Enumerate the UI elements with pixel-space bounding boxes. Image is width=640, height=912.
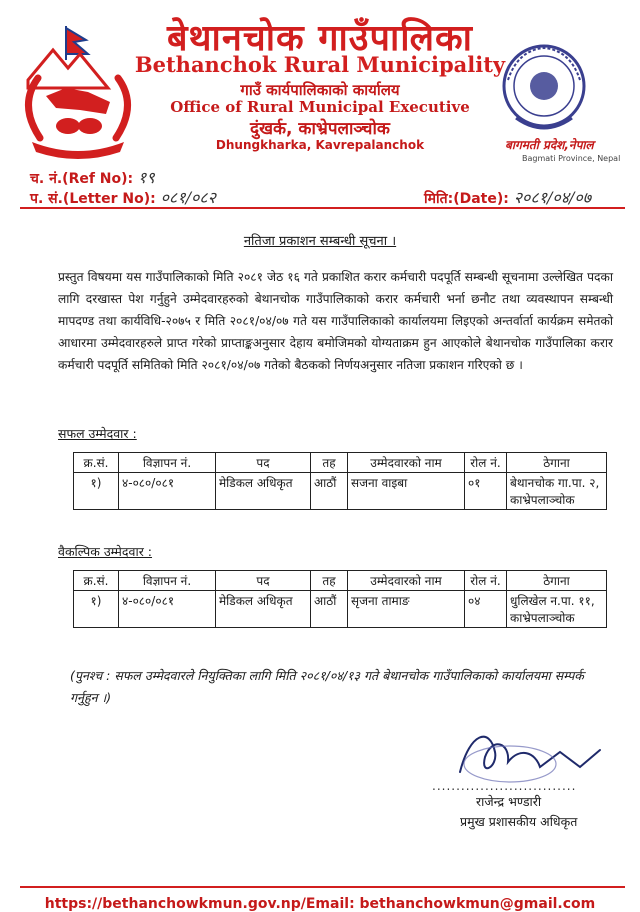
province-nepali: बागमती प्रदेश,नेपाल bbox=[505, 138, 594, 152]
col-post: पद bbox=[216, 571, 311, 591]
cell-level: आठौं bbox=[311, 473, 348, 510]
cell-serial: १) bbox=[74, 473, 119, 510]
col-advertisement-no: विज्ञापन नं. bbox=[119, 453, 216, 473]
col-candidate-name: उम्मेदवारको नाम bbox=[348, 453, 465, 473]
address-english: Dhungkharka, Kavrepalanchok bbox=[215, 138, 425, 152]
cell-post: मेडिकल अधिकृत bbox=[216, 591, 311, 628]
col-level: तह bbox=[311, 453, 348, 473]
table-row bbox=[74, 591, 607, 628]
signature-line: .............................. bbox=[432, 779, 577, 793]
col-level: तह bbox=[311, 571, 348, 591]
cell-post: मेडिकल अधिकृत bbox=[216, 473, 311, 510]
date-line bbox=[424, 186, 591, 208]
signatory-name: राजेन्द्र भण्डारी bbox=[476, 794, 542, 809]
cell-roll-no: ०४ bbox=[465, 591, 507, 628]
letter-number-label: प. सं.(Letter No): bbox=[30, 191, 156, 207]
cell-advertisement-no: ४-०८०/०८१ bbox=[119, 591, 216, 628]
cell-serial: १) bbox=[74, 591, 119, 628]
municipality-title-english: Bethanchok Rural Municipality bbox=[134, 52, 506, 77]
notice-subject bbox=[0, 231, 640, 249]
alternate-candidates-heading: वैकल्पिक उम्मेदवार : bbox=[58, 544, 153, 559]
municipality-title-nepali: बेथानचोक गाउँपालिका bbox=[166, 18, 474, 59]
successful-candidates-table bbox=[73, 452, 607, 510]
signatory-title: प्रमुख प्रशासकीय अधिकृत bbox=[460, 814, 578, 829]
cell-address: धुलिखेल न.पा. ११, काभ्रेपलाञ्चोक bbox=[507, 591, 607, 628]
ref-number-line bbox=[30, 166, 155, 188]
successful-candidates-heading: सफल उम्मेदवार : bbox=[58, 426, 137, 441]
province-english: Bagmati Province, Nepal bbox=[522, 154, 621, 163]
col-address: ठेगाना bbox=[507, 453, 607, 473]
col-advertisement-no: विज्ञापन नं. bbox=[119, 571, 216, 591]
col-roll-no: रोल नं. bbox=[465, 453, 507, 473]
table-header-row bbox=[74, 453, 607, 473]
col-serial: क्र.सं. bbox=[74, 571, 119, 591]
alternate-candidates-table bbox=[73, 570, 607, 628]
postscript-note: (पुनश्च : सफल उम्मेदवारले नियुक्तिका लागि मिति २०८१/०४/१३ गते बेथानचोक गाउँपालिकाको कार्यालयमा सम्पर्क गर्नुहुन ।) bbox=[70, 668, 584, 705]
official-seal-stamp bbox=[498, 40, 590, 140]
office-name-english: Office of Rural Municipal Executive bbox=[170, 98, 470, 116]
table-row bbox=[74, 473, 607, 510]
col-post: पद bbox=[216, 453, 311, 473]
col-serial: क्र.सं. bbox=[74, 453, 119, 473]
ref-number-value: १९ bbox=[138, 168, 155, 187]
date-label: मिति:(Date): bbox=[424, 191, 509, 207]
office-name-nepali: गाउँ कार्यपालिकाको कार्यालय bbox=[240, 81, 400, 99]
cell-roll-no: ०१ bbox=[465, 473, 507, 510]
notice-paragraph: प्रस्तुत विषयमा यस गाउँपालिकाको मिति २०८१ जेठ १६ गते प्रकाशित करार कर्मचारी पदपूर्ति सम्बन्धी सूचनामा उल्लेखित पदका लागि दरखास्त पेश गर्नुहुने उम्मेदवारहरुको बेथानचोक गाउँपालिकाको करार कर्मचारी भर्ना छनौट तथा व्यवस्थापन सम्बन्धी मापदण्ड तथा कार्यविधि-२०७५ र मिति २०८१/०४/०७ गते यस गाउँपालिकाको कार्यालयमा लिइएको अन्तर्वार्ता कार्यक्रम समेतको आधारमा उम्मेदवारहरुले प्राप्त गरेको प्राप्ताङ्कअनुसार देहाय बमोजिमको योग्यताक्रम हुन आएकोले बेथानचोक गाउँपालिका करार कर्मचारी पदपूर्ति समितिको मिति २०८१/०४/०७ गतेको बैठकको निर्णयअनुसार नतिजा प्रकाशन गरिएको छ । bbox=[58, 270, 613, 372]
col-address: ठेगाना bbox=[507, 571, 607, 591]
address-nepali: दुंखर्क, काभ्रेपलाञ्चोक bbox=[250, 119, 390, 139]
cell-candidate-name: सृजना तामाङ bbox=[348, 591, 465, 628]
cell-candidate-name: सजना वाइबा bbox=[348, 473, 465, 510]
date-value: २०८१/०४/०७ bbox=[513, 188, 592, 207]
cell-address: बेथानचोक गा.पा. २, काभ्रेपलाञ्चोक bbox=[507, 473, 607, 510]
ref-number-label: च. नं.(Ref No): bbox=[30, 171, 134, 187]
col-candidate-name: उम्मेदवारको नाम bbox=[348, 571, 465, 591]
letter-number-value: ०८१/०८२ bbox=[160, 188, 216, 207]
cell-advertisement-no: ४-०८०/०८१ bbox=[119, 473, 216, 510]
table-header-row bbox=[74, 571, 607, 591]
footer-divider bbox=[20, 886, 625, 888]
letter-number-line bbox=[30, 186, 216, 208]
notice-subject-text: नतिजा प्रकाशन सम्बन्धी सूचना । bbox=[243, 234, 397, 249]
footer-contact: https://bethanchowkmun.gov.np/Email: bethanchowkmun@gmail.com bbox=[44, 896, 596, 912]
header-divider bbox=[20, 207, 625, 209]
cell-level: आठौं bbox=[311, 591, 348, 628]
col-roll-no: रोल नं. bbox=[465, 571, 507, 591]
